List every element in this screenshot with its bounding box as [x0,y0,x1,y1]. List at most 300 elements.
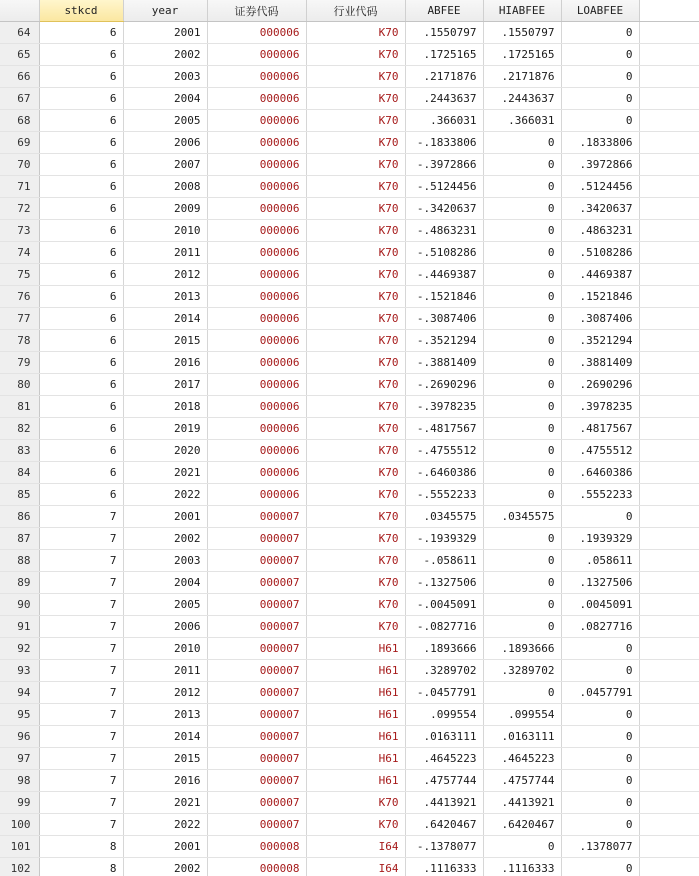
cell-stkcd[interactable]: 7 [39,638,123,660]
cell-abfee[interactable]: .1893666 [405,638,483,660]
cell-hiabfee[interactable]: 0 [483,330,561,352]
cell-year[interactable]: 2005 [123,594,207,616]
cell-stkcd[interactable]: 6 [39,440,123,462]
table-row[interactable] [0,704,699,726]
cell-industry-code[interactable]: K70 [306,242,405,264]
cell-stkcd[interactable]: 6 [39,220,123,242]
cell-stkcd[interactable]: 7 [39,770,123,792]
cell-industry-code[interactable]: H61 [306,704,405,726]
cell-loabfee[interactable]: .3978235 [561,396,639,418]
cell-industry-code[interactable]: K70 [306,616,405,638]
row-number[interactable]: 83 [0,440,39,462]
cell-abfee[interactable]: .4645223 [405,748,483,770]
row-number[interactable]: 84 [0,462,39,484]
row-number[interactable]: 86 [0,506,39,528]
cell-year[interactable]: 2010 [123,220,207,242]
row-number[interactable]: 80 [0,374,39,396]
cell-loabfee[interactable]: .1833806 [561,132,639,154]
cell-security-code[interactable]: 000006 [207,22,306,44]
cell-year[interactable]: 2018 [123,396,207,418]
row-number[interactable]: 93 [0,660,39,682]
cell-year[interactable]: 2022 [123,484,207,506]
cell-year[interactable]: 2013 [123,704,207,726]
cell-loabfee[interactable]: 0 [561,506,639,528]
cell-loabfee[interactable]: .0457791 [561,682,639,704]
cell-industry-code[interactable]: K70 [306,176,405,198]
cell-industry-code[interactable]: K70 [306,440,405,462]
row-number[interactable]: 75 [0,264,39,286]
cell-loabfee[interactable]: .5552233 [561,484,639,506]
cell-hiabfee[interactable]: 0 [483,484,561,506]
cell-abfee[interactable]: -.1833806 [405,132,483,154]
cell-security-code[interactable]: 000006 [207,418,306,440]
row-number[interactable]: 64 [0,22,39,44]
cell-security-code[interactable]: 000006 [207,66,306,88]
cell-abfee[interactable]: -.6460386 [405,462,483,484]
table-row[interactable] [0,638,699,660]
cell-industry-code[interactable]: K70 [306,550,405,572]
cell-hiabfee[interactable]: 0 [483,418,561,440]
table-row[interactable] [0,88,699,110]
row-number[interactable]: 65 [0,44,39,66]
cell-year[interactable]: 2001 [123,836,207,858]
cell-abfee[interactable]: -.5552233 [405,484,483,506]
column-header-hiabfee[interactable]: HIABFEE [483,0,561,22]
cell-security-code[interactable]: 000006 [207,198,306,220]
cell-hiabfee[interactable]: 0 [483,616,561,638]
cell-security-code[interactable]: 000007 [207,550,306,572]
cell-security-code[interactable]: 000007 [207,704,306,726]
cell-industry-code[interactable]: K70 [306,352,405,374]
cell-year[interactable]: 2010 [123,638,207,660]
cell-hiabfee[interactable]: .1725165 [483,44,561,66]
cell-loabfee[interactable]: .0045091 [561,594,639,616]
cell-abfee[interactable]: -.4817567 [405,418,483,440]
cell-hiabfee[interactable]: 0 [483,352,561,374]
cell-stkcd[interactable]: 7 [39,792,123,814]
cell-abfee[interactable]: -.1378077 [405,836,483,858]
cell-hiabfee[interactable]: 0 [483,176,561,198]
cell-loabfee[interactable]: 0 [561,726,639,748]
row-number[interactable]: 72 [0,198,39,220]
table-row[interactable] [0,198,699,220]
cell-hiabfee[interactable]: .4413921 [483,792,561,814]
cell-security-code[interactable]: 000006 [207,110,306,132]
cell-stkcd[interactable]: 7 [39,550,123,572]
cell-hiabfee[interactable]: 0 [483,594,561,616]
cell-abfee[interactable]: .1116333 [405,858,483,876]
row-number[interactable]: 85 [0,484,39,506]
cell-loabfee[interactable]: .3972866 [561,154,639,176]
cell-loabfee[interactable]: 0 [561,748,639,770]
cell-abfee[interactable]: .2443637 [405,88,483,110]
cell-loabfee[interactable]: 0 [561,814,639,836]
cell-abfee[interactable]: -.4863231 [405,220,483,242]
row-number[interactable]: 87 [0,528,39,550]
cell-loabfee[interactable]: 0 [561,660,639,682]
cell-security-code[interactable]: 000007 [207,638,306,660]
cell-security-code[interactable]: 000006 [207,88,306,110]
cell-industry-code[interactable]: H61 [306,660,405,682]
cell-industry-code[interactable]: H61 [306,638,405,660]
table-row[interactable] [0,330,699,352]
cell-loabfee[interactable]: .1378077 [561,836,639,858]
cell-loabfee[interactable]: 0 [561,22,639,44]
cell-year[interactable]: 2002 [123,528,207,550]
cell-abfee[interactable]: .1550797 [405,22,483,44]
cell-loabfee[interactable]: .3087406 [561,308,639,330]
cell-abfee[interactable]: -.1939329 [405,528,483,550]
cell-security-code[interactable]: 000006 [207,220,306,242]
cell-hiabfee[interactable]: 0 [483,528,561,550]
cell-industry-code[interactable]: H61 [306,682,405,704]
row-number[interactable]: 82 [0,418,39,440]
cell-security-code[interactable]: 000007 [207,682,306,704]
cell-stkcd[interactable]: 6 [39,198,123,220]
cell-hiabfee[interactable]: 0 [483,242,561,264]
cell-stkcd[interactable]: 7 [39,660,123,682]
row-number[interactable]: 67 [0,88,39,110]
column-header-security-code[interactable]: 证券代码 [207,0,306,22]
table-row[interactable] [0,22,699,44]
table-row[interactable] [0,418,699,440]
cell-industry-code[interactable]: K70 [306,418,405,440]
cell-security-code[interactable]: 000007 [207,814,306,836]
cell-loabfee[interactable]: .4817567 [561,418,639,440]
row-number[interactable]: 102 [0,858,39,876]
cell-loabfee[interactable]: 0 [561,770,639,792]
cell-abfee[interactable]: .6420467 [405,814,483,836]
cell-abfee[interactable]: -.0045091 [405,594,483,616]
table-row[interactable] [0,132,699,154]
row-number[interactable]: 79 [0,352,39,374]
cell-security-code[interactable]: 000006 [207,132,306,154]
cell-security-code[interactable]: 000006 [207,286,306,308]
cell-year[interactable]: 2021 [123,462,207,484]
cell-hiabfee[interactable]: .6420467 [483,814,561,836]
row-number[interactable]: 92 [0,638,39,660]
cell-industry-code[interactable]: K70 [306,506,405,528]
cell-abfee[interactable]: .4757744 [405,770,483,792]
cell-stkcd[interactable]: 6 [39,132,123,154]
row-number[interactable]: 94 [0,682,39,704]
cell-hiabfee[interactable]: 0 [483,836,561,858]
cell-hiabfee[interactable]: 0 [483,132,561,154]
cell-year[interactable]: 2002 [123,858,207,876]
cell-year[interactable]: 2014 [123,308,207,330]
table-row[interactable] [0,528,699,550]
row-number[interactable]: 99 [0,792,39,814]
cell-hiabfee[interactable]: .099554 [483,704,561,726]
cell-year[interactable]: 2016 [123,770,207,792]
cell-abfee[interactable]: -.5124456 [405,176,483,198]
cell-year[interactable]: 2011 [123,242,207,264]
cell-security-code[interactable]: 000006 [207,352,306,374]
cell-security-code[interactable]: 000006 [207,242,306,264]
row-number[interactable]: 96 [0,726,39,748]
cell-loabfee[interactable]: .1327506 [561,572,639,594]
cell-industry-code[interactable]: K70 [306,572,405,594]
cell-loabfee[interactable]: .3521294 [561,330,639,352]
cell-hiabfee[interactable]: .1550797 [483,22,561,44]
cell-year[interactable]: 2008 [123,176,207,198]
cell-stkcd[interactable]: 6 [39,44,123,66]
cell-abfee[interactable]: -.1327506 [405,572,483,594]
cell-security-code[interactable]: 000006 [207,264,306,286]
cell-year[interactable]: 2020 [123,440,207,462]
cell-hiabfee[interactable]: .4757744 [483,770,561,792]
table-row[interactable] [0,836,699,858]
cell-security-code[interactable]: 000007 [207,726,306,748]
cell-stkcd[interactable]: 7 [39,594,123,616]
cell-stkcd[interactable]: 7 [39,704,123,726]
cell-loabfee[interactable]: 0 [561,792,639,814]
cell-stkcd[interactable]: 7 [39,748,123,770]
cell-security-code[interactable]: 000006 [207,44,306,66]
cell-abfee[interactable]: -.0457791 [405,682,483,704]
table-row[interactable] [0,154,699,176]
cell-loabfee[interactable]: 0 [561,44,639,66]
table-row[interactable] [0,352,699,374]
row-number[interactable]: 68 [0,110,39,132]
cell-industry-code[interactable]: K70 [306,594,405,616]
column-header-industry-code[interactable]: 行业代码 [306,0,405,22]
cell-industry-code[interactable]: K70 [306,484,405,506]
cell-hiabfee[interactable]: .1116333 [483,858,561,876]
row-number[interactable]: 71 [0,176,39,198]
column-header-loabfee[interactable]: LOABFEE [561,0,639,22]
table-row[interactable] [0,44,699,66]
cell-year[interactable]: 2004 [123,88,207,110]
cell-abfee[interactable]: .2171876 [405,66,483,88]
table-row[interactable] [0,374,699,396]
cell-industry-code[interactable]: K70 [306,330,405,352]
column-header-abfee[interactable]: ABFEE [405,0,483,22]
cell-hiabfee[interactable]: .0345575 [483,506,561,528]
cell-loabfee[interactable]: 0 [561,88,639,110]
cell-security-code[interactable]: 000006 [207,462,306,484]
table-row[interactable] [0,462,699,484]
cell-hiabfee[interactable]: .2443637 [483,88,561,110]
cell-security-code[interactable]: 000007 [207,616,306,638]
cell-hiabfee[interactable]: .1893666 [483,638,561,660]
cell-stkcd[interactable]: 6 [39,396,123,418]
cell-year[interactable]: 2007 [123,154,207,176]
cell-year[interactable]: 2002 [123,44,207,66]
cell-hiabfee[interactable]: 0 [483,308,561,330]
cell-abfee[interactable]: .366031 [405,110,483,132]
row-number[interactable]: 78 [0,330,39,352]
cell-stkcd[interactable]: 7 [39,682,123,704]
cell-industry-code[interactable]: K70 [306,110,405,132]
cell-security-code[interactable]: 000007 [207,572,306,594]
cell-year[interactable]: 2003 [123,66,207,88]
cell-abfee[interactable]: -.3978235 [405,396,483,418]
cell-year[interactable]: 2009 [123,198,207,220]
cell-stkcd[interactable]: 7 [39,506,123,528]
cell-industry-code[interactable]: K70 [306,308,405,330]
cell-hiabfee[interactable]: 0 [483,154,561,176]
cell-industry-code[interactable]: K70 [306,374,405,396]
table-row[interactable] [0,572,699,594]
cell-loabfee[interactable]: .058611 [561,550,639,572]
table-row[interactable] [0,550,699,572]
cell-year[interactable]: 2017 [123,374,207,396]
column-header-stkcd[interactable]: stkcd [39,0,123,22]
row-number[interactable]: 81 [0,396,39,418]
cell-industry-code[interactable]: K70 [306,44,405,66]
cell-loabfee[interactable]: .2690296 [561,374,639,396]
cell-hiabfee[interactable]: .0163111 [483,726,561,748]
cell-industry-code[interactable]: K70 [306,66,405,88]
table-row[interactable] [0,264,699,286]
cell-loabfee[interactable]: 0 [561,110,639,132]
table-row[interactable] [0,66,699,88]
cell-hiabfee[interactable]: 0 [483,198,561,220]
cell-industry-code[interactable]: K70 [306,154,405,176]
cell-hiabfee[interactable]: 0 [483,462,561,484]
cell-abfee[interactable]: -.3521294 [405,330,483,352]
table-row[interactable] [0,506,699,528]
cell-stkcd[interactable]: 6 [39,418,123,440]
cell-security-code[interactable]: 000006 [207,308,306,330]
cell-loabfee[interactable]: .6460386 [561,462,639,484]
cell-year[interactable]: 2015 [123,748,207,770]
cell-loabfee[interactable]: .3420637 [561,198,639,220]
cell-abfee[interactable]: .1725165 [405,44,483,66]
cell-stkcd[interactable]: 8 [39,858,123,876]
table-row[interactable] [0,484,699,506]
cell-abfee[interactable]: -.4469387 [405,264,483,286]
cell-abfee[interactable]: -.0827716 [405,616,483,638]
cell-year[interactable]: 2012 [123,682,207,704]
cell-stkcd[interactable]: 6 [39,308,123,330]
row-number[interactable]: 100 [0,814,39,836]
table-row[interactable] [0,308,699,330]
cell-loabfee[interactable]: .1939329 [561,528,639,550]
cell-loabfee[interactable]: .4469387 [561,264,639,286]
table-row[interactable] [0,660,699,682]
cell-abfee[interactable]: .4413921 [405,792,483,814]
row-number[interactable]: 70 [0,154,39,176]
cell-stkcd[interactable]: 6 [39,462,123,484]
cell-security-code[interactable]: 000007 [207,528,306,550]
cell-industry-code[interactable]: K70 [306,792,405,814]
cell-stkcd[interactable]: 6 [39,88,123,110]
cell-security-code[interactable]: 000007 [207,506,306,528]
row-number[interactable]: 89 [0,572,39,594]
cell-year[interactable]: 2016 [123,352,207,374]
cell-security-code[interactable]: 000006 [207,154,306,176]
corner-cell[interactable] [0,0,39,22]
cell-industry-code[interactable]: K70 [306,286,405,308]
row-number[interactable]: 74 [0,242,39,264]
cell-stkcd[interactable]: 6 [39,330,123,352]
cell-abfee[interactable]: .099554 [405,704,483,726]
cell-abfee[interactable]: -.4755512 [405,440,483,462]
cell-stkcd[interactable]: 7 [39,726,123,748]
cell-year[interactable]: 2013 [123,286,207,308]
table-row[interactable] [0,242,699,264]
cell-loabfee[interactable]: .4863231 [561,220,639,242]
cell-abfee[interactable]: .0345575 [405,506,483,528]
cell-year[interactable]: 2006 [123,132,207,154]
cell-stkcd[interactable]: 6 [39,374,123,396]
cell-security-code[interactable]: 000007 [207,748,306,770]
cell-abfee[interactable]: -.3087406 [405,308,483,330]
cell-year[interactable]: 2001 [123,22,207,44]
cell-loabfee[interactable]: 0 [561,704,639,726]
cell-industry-code[interactable]: H61 [306,748,405,770]
cell-industry-code[interactable]: K70 [306,814,405,836]
cell-year[interactable]: 2001 [123,506,207,528]
cell-stkcd[interactable]: 6 [39,66,123,88]
table-row[interactable] [0,616,699,638]
cell-hiabfee[interactable]: 0 [483,286,561,308]
cell-stkcd[interactable]: 6 [39,154,123,176]
row-number[interactable]: 69 [0,132,39,154]
table-row[interactable] [0,220,699,242]
row-number[interactable]: 88 [0,550,39,572]
table-row[interactable] [0,792,699,814]
cell-abfee[interactable]: -.3420637 [405,198,483,220]
cell-hiabfee[interactable]: 0 [483,220,561,242]
cell-stkcd[interactable]: 6 [39,242,123,264]
table-row[interactable] [0,814,699,836]
cell-security-code[interactable]: 000006 [207,396,306,418]
row-number[interactable]: 97 [0,748,39,770]
cell-security-code[interactable]: 000008 [207,858,306,876]
table-row[interactable] [0,110,699,132]
cell-security-code[interactable]: 000007 [207,594,306,616]
cell-industry-code[interactable]: K70 [306,528,405,550]
table-row[interactable] [0,286,699,308]
cell-industry-code[interactable]: H61 [306,770,405,792]
cell-stkcd[interactable]: 7 [39,528,123,550]
cell-hiabfee[interactable]: .3289702 [483,660,561,682]
cell-year[interactable]: 2015 [123,330,207,352]
cell-loabfee[interactable]: .5124456 [561,176,639,198]
cell-year[interactable]: 2004 [123,572,207,594]
row-number[interactable]: 95 [0,704,39,726]
table-row[interactable] [0,396,699,418]
table-row[interactable] [0,440,699,462]
cell-stkcd[interactable]: 6 [39,286,123,308]
cell-abfee[interactable]: -.2690296 [405,374,483,396]
cell-hiabfee[interactable]: 0 [483,550,561,572]
cell-loabfee[interactable]: .5108286 [561,242,639,264]
cell-abfee[interactable]: .0163111 [405,726,483,748]
cell-industry-code[interactable]: K70 [306,462,405,484]
cell-stkcd[interactable]: 6 [39,352,123,374]
row-number[interactable]: 90 [0,594,39,616]
cell-stkcd[interactable]: 7 [39,572,123,594]
cell-stkcd[interactable]: 6 [39,484,123,506]
cell-security-code[interactable]: 000006 [207,374,306,396]
row-number[interactable]: 73 [0,220,39,242]
cell-industry-code[interactable]: I64 [306,836,405,858]
cell-loabfee[interactable]: .1521846 [561,286,639,308]
cell-hiabfee[interactable]: 0 [483,572,561,594]
table-row[interactable] [0,726,699,748]
row-number[interactable]: 98 [0,770,39,792]
table-row[interactable] [0,770,699,792]
cell-industry-code[interactable]: K70 [306,396,405,418]
cell-loabfee[interactable]: .0827716 [561,616,639,638]
cell-stkcd[interactable]: 7 [39,616,123,638]
cell-industry-code[interactable]: I64 [306,858,405,876]
cell-abfee[interactable]: -.5108286 [405,242,483,264]
